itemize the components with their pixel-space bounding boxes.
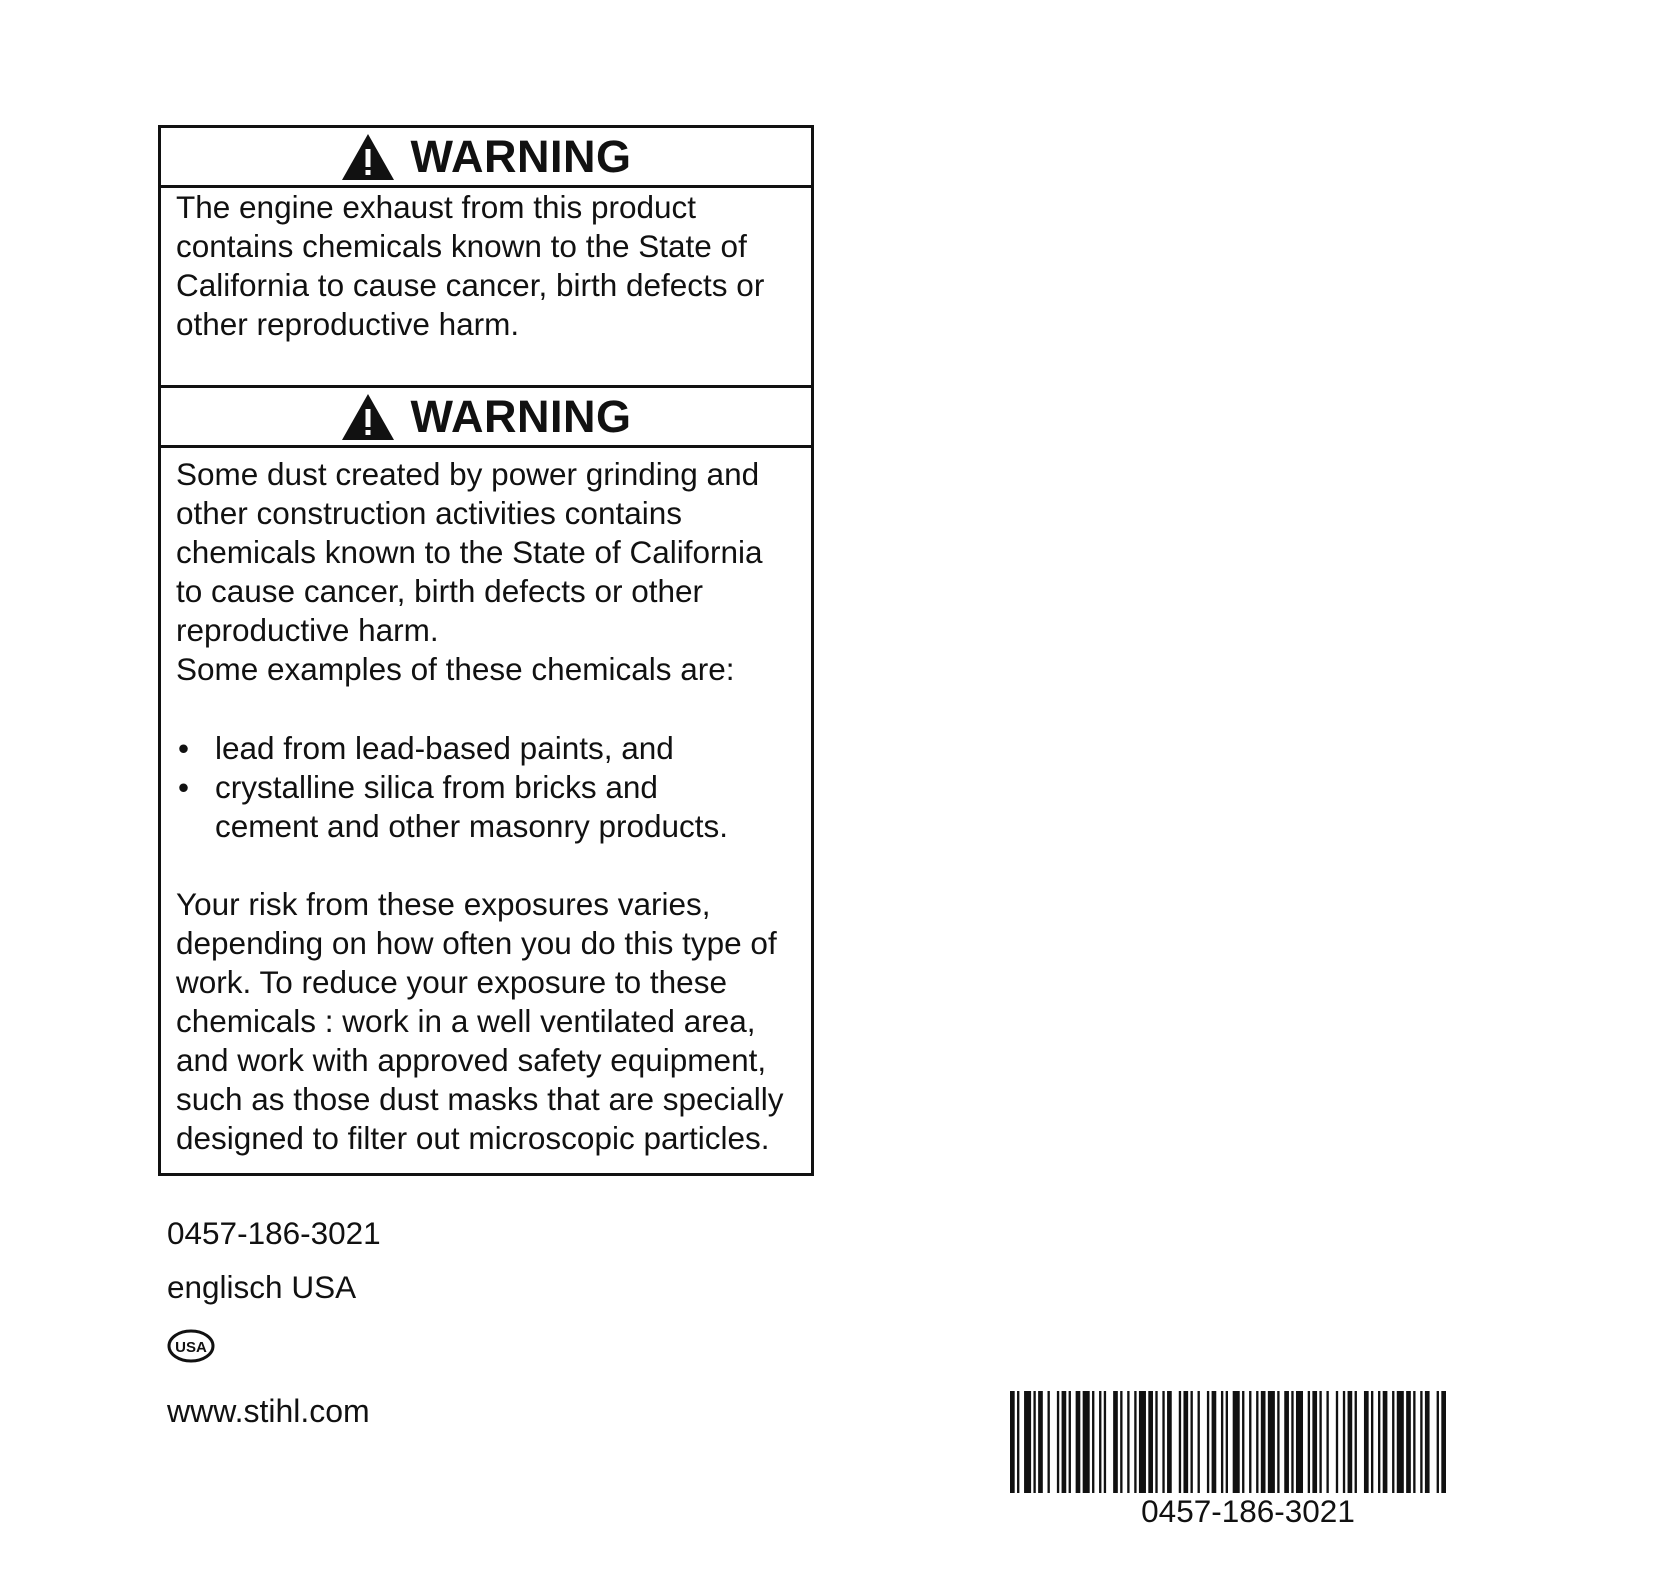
barcode-bar xyxy=(1198,1391,1200,1493)
barcode-bar xyxy=(1099,1391,1101,1493)
barcode-bar xyxy=(1167,1391,1172,1493)
barcode-bar xyxy=(1010,1391,1015,1493)
barcode-bar xyxy=(1162,1391,1164,1493)
warning-triangle-icon xyxy=(341,133,395,181)
barcode-bar xyxy=(1183,1391,1188,1493)
barcode-bar xyxy=(1127,1391,1129,1493)
barcode-bar xyxy=(1261,1391,1266,1493)
barcode-bar xyxy=(1319,1391,1321,1493)
barcode-bar xyxy=(1242,1391,1244,1493)
barcode-bar xyxy=(1291,1391,1293,1493)
barcode-bar xyxy=(1256,1391,1258,1493)
barcode-bar xyxy=(1017,1391,1019,1493)
barcode-bar xyxy=(1364,1391,1369,1493)
barcode-bar xyxy=(1420,1391,1422,1493)
barcode-bar xyxy=(1048,1391,1050,1493)
warning-1-text: The engine exhaust from this product contains chemicals known to the State of California to cause cancer, birth defects or other reproductive harm. xyxy=(176,189,765,342)
barcode-bar xyxy=(1190,1391,1192,1493)
barcode-bar xyxy=(1383,1391,1388,1493)
barcode-bar xyxy=(1226,1391,1228,1493)
barcode-bar xyxy=(1221,1391,1223,1493)
warning-heading-2: WARNING xyxy=(410,391,632,442)
barcode-bar xyxy=(1033,1391,1035,1493)
barcode-bar xyxy=(1249,1391,1251,1493)
warning-2-text: Some dust created by power grinding and other construction activities contains chemicals known to the State of California to cause cancer, birth defects or other reproductive harm. Some examples of these chemicals are: xyxy=(176,456,763,687)
barcode-bar xyxy=(1308,1391,1310,1493)
barcode-bar xyxy=(1069,1391,1071,1493)
warning-header-2 xyxy=(161,385,811,448)
warning-header-1 xyxy=(161,128,811,188)
barcode-bar xyxy=(1155,1391,1157,1493)
barcode-number: 0457-186-3021 xyxy=(1141,1493,1355,1529)
barcode-bar xyxy=(1038,1391,1043,1493)
barcode-bar xyxy=(1284,1391,1289,1493)
bullet-icon: • xyxy=(178,730,190,766)
part-number: 0457-186-3021 xyxy=(167,1215,381,1251)
barcode-bar xyxy=(1120,1391,1122,1493)
barcode-bar xyxy=(1134,1391,1136,1493)
barcode-bar xyxy=(1413,1391,1415,1493)
barcode-bar xyxy=(1076,1391,1081,1493)
barcode-bar xyxy=(1062,1391,1067,1493)
barcode-bar xyxy=(1092,1391,1094,1493)
barcode-bar xyxy=(1212,1391,1217,1493)
barcode-bar xyxy=(1378,1391,1380,1493)
barcode-bar xyxy=(1441,1391,1446,1493)
barcode-bar xyxy=(1179,1391,1181,1493)
barcode-bar xyxy=(1326,1391,1328,1493)
barcode-bar xyxy=(1425,1391,1430,1493)
warning-2-closing-text: Your risk from these exposures varies, depending on how often you do this type of work. To reduce your exposure to these chemicals : work in a well ventilated area, and work with approved safety equipment, such as those dust masks that are specially designed to filter out microscopic particles. xyxy=(176,886,784,1156)
barcode-bar xyxy=(1277,1391,1279,1493)
barcode-bar xyxy=(1233,1391,1240,1493)
barcode-bar xyxy=(1207,1391,1209,1493)
warning-label-box xyxy=(158,125,814,1176)
list-item-text: crystalline silica from bricks and cement and other masonry products. xyxy=(215,769,729,844)
barcode-bar xyxy=(1104,1391,1106,1493)
barcode-bar xyxy=(1083,1391,1090,1493)
barcode-bar xyxy=(1336,1391,1338,1493)
barcode-bar xyxy=(1392,1391,1394,1493)
barcode-bar xyxy=(1406,1391,1411,1493)
barcode-icon xyxy=(1010,1391,1446,1493)
barcode-bar xyxy=(1355,1391,1357,1493)
barcode-bar xyxy=(1057,1391,1059,1493)
list-item xyxy=(176,729,803,768)
barcode-bar xyxy=(1024,1391,1031,1493)
barcode-bar xyxy=(1139,1391,1146,1493)
usa-mark-text: USA xyxy=(175,1339,207,1356)
barcode-bar xyxy=(1296,1391,1303,1493)
warning-heading-1: WARNING xyxy=(410,131,632,182)
usa-country-mark-icon xyxy=(167,1329,215,1363)
warning-triangle-icon xyxy=(341,393,395,441)
barcode-bar xyxy=(1148,1391,1153,1493)
barcode-bar xyxy=(1437,1391,1439,1493)
list-item-text: lead from lead-based paints, and xyxy=(215,730,674,766)
bullet-icon: • xyxy=(178,769,190,805)
language-label: englisch USA xyxy=(167,1269,357,1305)
barcode-bar xyxy=(1397,1391,1404,1493)
barcode-bar xyxy=(1312,1391,1317,1493)
barcode-bar xyxy=(1343,1391,1345,1493)
barcode-bar xyxy=(1371,1391,1373,1493)
barcode-bar xyxy=(1268,1391,1275,1493)
website-link[interactable]: www.stihl.com xyxy=(167,1393,370,1429)
barcode-bar xyxy=(1348,1391,1353,1493)
list-item xyxy=(176,768,803,846)
barcode-bar xyxy=(1113,1391,1118,1493)
chemical-examples-list xyxy=(176,729,803,846)
